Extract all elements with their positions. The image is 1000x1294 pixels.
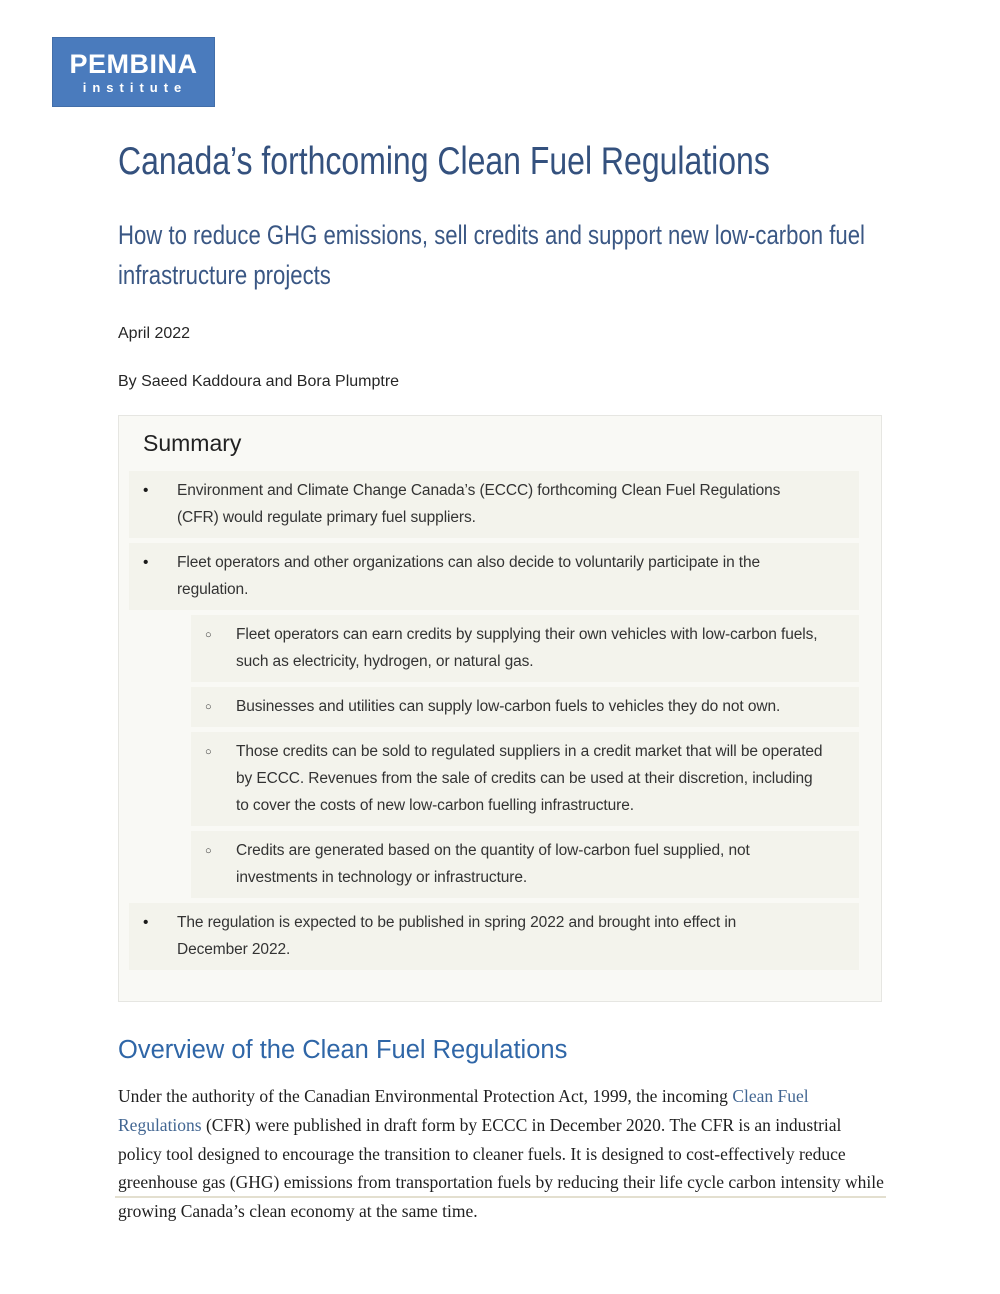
publication-date: April 2022 <box>118 324 191 342</box>
paragraph-text-before-link: Under the authority of the Canadian Environmental Protection Act, 1999, the incoming <box>118 1086 733 1107</box>
summary-sub-bullet: ○ Those credits can be sold to regulated suppliers in a credit market that will be operated by ECCC. Revenues from the sale of credits can be used at their discretion, including to cover the costs of new low-carbon fuelling infrastructure. <box>191 732 859 826</box>
clean-fuel-regulations-link[interactable]: Clean Fuel Regulations <box>118 1086 809 1135</box>
summary-sub-bullet: ○ Fleet operators can earn credits by supplying their own vehicles with low-carbon fuels, such as electricity, hydrogen, or natural gas. <box>191 615 859 682</box>
summary-box <box>118 415 882 1002</box>
summary-bullet: • Environment and Climate Change Canada’s (ECCC) forthcoming Clean Fuel Regulations (CFR) would regulate primary fuel suppliers. <box>129 471 859 538</box>
document-title: Canada’s forthcoming Clean Fuel Regulations <box>118 140 770 183</box>
summary-bullet-list <box>129 471 859 610</box>
pembina-institute-logo <box>52 37 215 107</box>
summary-bullet: • The regulation is expected to be published in spring 2022 and brought into effect in December 2022. <box>129 903 859 970</box>
overview-paragraph <box>118 1066 884 1226</box>
summary-sub-bullet: ○ Credits are generated based on the quantity of low-carbon fuel supplied, not investments in technology or infrastructure. <box>191 831 859 898</box>
logo-primary-text: PEMBINA <box>69 48 198 79</box>
section-heading-overview: Overview of the Clean Fuel Regulations <box>118 1036 568 1065</box>
document-subtitle: How to reduce GHG emissions, sell credits and support new low-carbon fuel infrastructure projects <box>118 219 865 290</box>
summary-bullet: • Fleet operators and other organizations can also decide to voluntarily participate in the regulation. <box>129 543 859 610</box>
author-byline: By Saeed Kaddoura and Bora Plumptre <box>118 372 400 390</box>
summary-sub-bullet: ○ Businesses and utilities can supply low-carbon fuels to vehicles they do not own. <box>191 687 859 727</box>
summary-heading: Summary <box>143 430 242 457</box>
logo-secondary-text: institute <box>82 79 188 95</box>
paragraph-text-after-link: (CFR) were published in draft form by ECCC in December 2020. The CFR is an industrial policy tool designed to encourage the transition to cleaner fuels. It is designed to cost-effectively reduce greenhouse gas (GHG) emissions from transportation fuels by reducing their life cycle carbon intensity while growing Canada’s clean economy at the same time. <box>118 1114 884 1222</box>
footer-divider <box>115 1196 886 1198</box>
summary-bullet-list-closing <box>129 903 859 970</box>
summary-sub-bullet-list <box>191 615 859 898</box>
